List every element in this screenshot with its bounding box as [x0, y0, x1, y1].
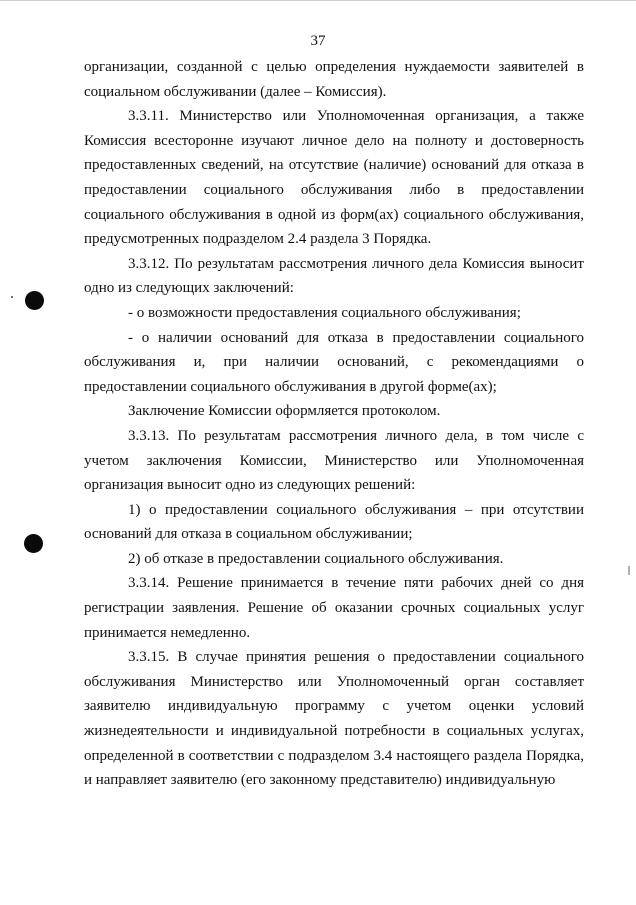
scan-speck: [11, 296, 13, 298]
paragraph-3-3-15: 3.3.15. В случае принятия решения о предоставлении социального обслуживания Министерство или Уполномоченный орган составляет заявителю индивидуальную программу с учетом оценки условий жизнедеятельности и индивидуальной потребности в социальных услугах, определенной в соответствии с подразделом 3.4 настоящего раздела Порядка, и направляет заявителю (его законному представителю) индивидуальную: [84, 649, 584, 789]
punch-hole: [24, 534, 43, 553]
paragraph-3-3-11: 3.3.11. Министерство или Уполномоченная организация, а также Комиссия всесторонне изучают личное дело на полноту и достоверность предоставленных сведений, на отсутствие (наличие) оснований для отказа в предоставлении социального обслуживания либо в предоставлении социального обслуживания в одной из форм(ах) социального обслуживания, предусмотренных подразделом 2.4 раздела 3 Порядка.: [84, 108, 584, 248]
page-number: 37: [310, 33, 326, 49]
list-item-decision-provide: 1) о предоставлении социального обслуживания – при отсутствии оснований для отказа в социальном обслуживании;: [84, 501, 584, 543]
scan-speck: [628, 566, 630, 575]
punch-hole: [25, 291, 44, 310]
paragraph-3-3-14: 3.3.14. Решение принимается в течение пяти рабочих дней со дня регистрации заявления. Решение об оказании срочных социальных услуг принимается немедленно.: [84, 575, 584, 641]
paragraph-3-3-13: 3.3.13. По результатам рассмотрения личного дела, в том числе с учетом заключения Комиссии, Министерство или Уполномоченная организация выносит одно из следующих решений:: [84, 427, 584, 494]
paragraph-3-3-12: 3.3.12. По результатам рассмотрения личного дела Комиссия выносит одно из следующих заключений:: [84, 255, 584, 297]
list-item-decision-refuse: 2) об отказе в предоставлении социального обслуживания.: [128, 550, 504, 567]
paragraph-continuation: организации, созданной с целью определения нуждаемости заявителей в социальном обслуживании (далее – Комиссия).: [84, 59, 584, 100]
paragraph-commission-protocol: Заключение Комиссии оформляется протоколом.: [128, 403, 441, 420]
scan-top-edge: [0, 0, 636, 1]
document-body: [84, 55, 584, 793]
list-item-conclusion-possibility: - о возможности предоставления социального обслуживания;: [128, 304, 521, 321]
list-item-conclusion-refusal: - о наличии оснований для отказа в предоставлении социального обслуживания и, при наличии оснований, с рекомендациями о предоставлении социального обслуживания в другой форме(ах);: [84, 329, 584, 395]
